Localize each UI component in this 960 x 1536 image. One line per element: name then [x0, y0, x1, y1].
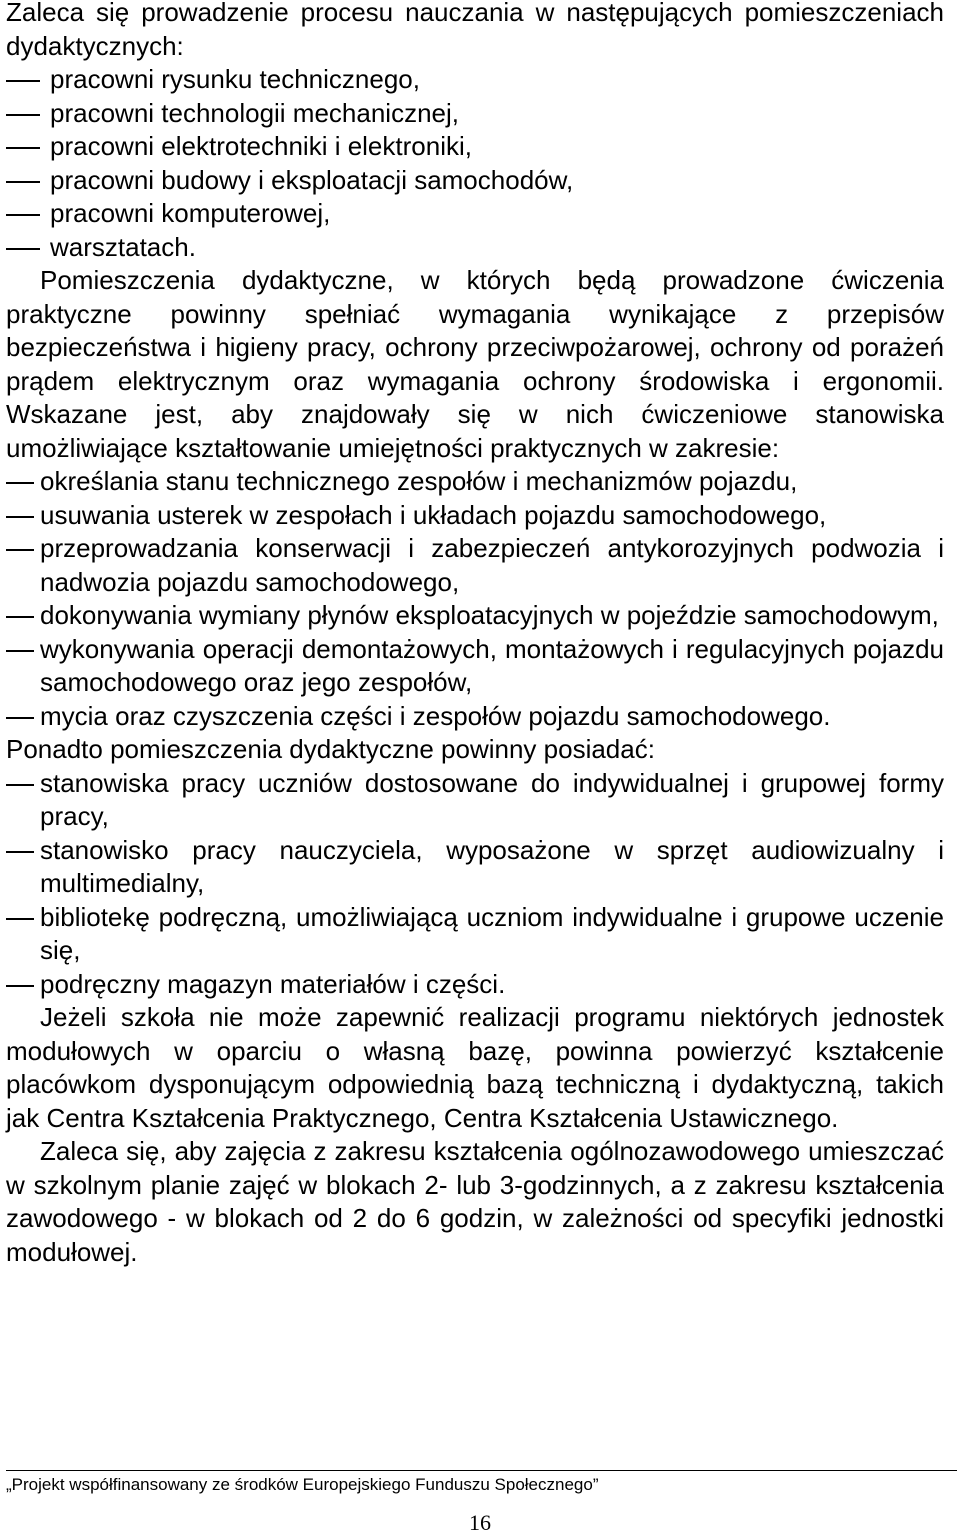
- list-item: podręczny magazyn materiałów i części.: [6, 968, 944, 1002]
- page-number: 16: [469, 1510, 491, 1535]
- list-item: bibliotekę podręczną, umożliwiającą uczniom indywidualne i grupowe uczenie się,: [6, 901, 944, 968]
- list-item: przeprowadzania konserwacji i zabezpieczeń antykorozyjnych podwozia i nadwozia pojazdu samochodowego,: [6, 532, 944, 599]
- list-item: usuwania usterek w zespołach i układach pojazdu samochodowego,: [6, 499, 944, 533]
- list-item: stanowiska pracy uczniów dostosowane do indywidualnej i grupowej formy pracy,: [6, 767, 944, 834]
- list-item: warsztatach.: [6, 231, 944, 265]
- list-item: dokonywania wymiany płynów eksploatacyjnych w pojeździe samochodowym,: [6, 599, 944, 633]
- skills-list: [6, 465, 944, 733]
- footer-note: „Projekt współfinansowany ze środków Europejskiego Funduszu Społecznego”: [6, 1475, 599, 1494]
- list-item: mycia oraz czyszczenia części i zespołów pojazdu samochodowego.: [6, 700, 944, 734]
- intro-paragraph: Zaleca się prowadzenie procesu nauczania w następujących pomieszczeniach dydaktycznych:: [6, 0, 944, 61]
- document-body: [6, 0, 944, 1269]
- list-item: pracowni technologii mechanicznej,: [6, 97, 944, 131]
- outsourcing-paragraph: Jeżeli szkoła nie może zapewnić realizacji programu niektórych jednostek modułowych w oparciu o własną bazę, powinna powierzyć kształcenie placówkom dysponującym odpowiednią bazą techniczną i dydaktyczną, takich jak Centra Kształcenia Praktycznego, Centra Kształcenia Ustawicznego.: [6, 1002, 944, 1133]
- list-item: pracowni rysunku technicznego,: [6, 63, 944, 97]
- list-item: wykonywania operacji demontażowych, montażowych i regulacyjnych pojazdu samochodowego oraz jego zespołów,: [6, 633, 944, 700]
- footer-divider: [6, 1470, 957, 1471]
- requirements-paragraph: Pomieszczenia dydaktyczne, w których będą prowadzone ćwiczenia praktyczne powinny spełniać wymagania wynikające z przepisów bezpieczeństwa i higieny pracy, ochrony przeciwpożarowej, ochrony od porażeń prądem elektrycznym oraz wymagania ochrony środowiska i ergonomii. Wskazane jest, aby znajdowały się w nich ćwiczeniowe stanowiska umożliwiające kształtowanie umiejętności praktycznych w zakresie:: [6, 265, 944, 463]
- list-item: pracowni komputerowej,: [6, 197, 944, 231]
- list-item: pracowni budowy i eksploatacji samochodów,: [6, 164, 944, 198]
- list-item: stanowisko pracy nauczyciela, wyposażone w sprzęt audiowizualny i multimedialny,: [6, 834, 944, 901]
- list-item: pracowni elektrotechniki i elektroniki,: [6, 130, 944, 164]
- equipment-list: [6, 767, 944, 1002]
- list-item: określania stanu technicznego zespołów i mechanizmów pojazdu,: [6, 465, 944, 499]
- equipment-intro: Ponadto pomieszczenia dydaktyczne powinny posiadać:: [6, 734, 655, 764]
- rooms-list: [6, 63, 944, 264]
- scheduling-paragraph: Zaleca się, aby zajęcia z zakresu kształcenia ogólnozawodowego umieszczać w szkolnym planie zajęć w blokach 2- lub 3-godzinnych, a z zakresu kształcenia zawodowego - w blokach od 2 do 6 godzin, w zależności od specyfiki jednostki modułowej.: [6, 1136, 944, 1267]
